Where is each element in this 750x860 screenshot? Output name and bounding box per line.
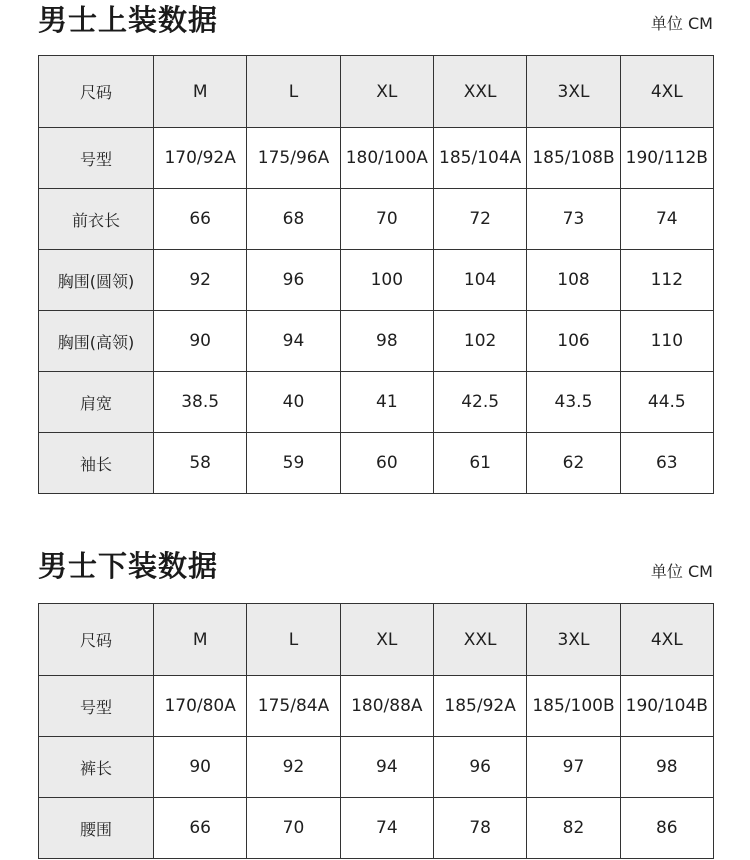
- table-cell: 96: [433, 737, 526, 798]
- table-cell: 66: [154, 189, 247, 250]
- table-cell: 180/88A: [340, 676, 433, 737]
- table-cell: 190/104B: [620, 676, 713, 737]
- table-cell: 170/80A: [154, 676, 247, 737]
- table-cell: 185/108B: [527, 128, 620, 189]
- row-label: 腰围: [39, 798, 154, 859]
- header-cell: 4XL: [620, 604, 713, 676]
- header-cell: 尺码: [39, 604, 154, 676]
- row-label: 号型: [39, 676, 154, 737]
- table-cell: 73: [527, 189, 620, 250]
- table-cell: 175/96A: [247, 128, 340, 189]
- table-row: [39, 737, 714, 798]
- header-cell: M: [154, 56, 247, 128]
- table-cell: 70: [247, 798, 340, 859]
- table-row: [39, 128, 714, 189]
- table-cell: 102: [433, 311, 526, 372]
- table-cell: 90: [154, 737, 247, 798]
- table-cell: 110: [620, 311, 713, 372]
- bottom-size-section: [38, 548, 713, 860]
- table-cell: 98: [620, 737, 713, 798]
- table-cell: 58: [154, 433, 247, 494]
- bottom-unit-label: 单位 CM: [650, 562, 713, 581]
- table-cell: 42.5: [433, 372, 526, 433]
- table-cell: 74: [620, 189, 713, 250]
- top-unit-label: 单位 CM: [650, 14, 713, 33]
- header-cell: 3XL: [527, 56, 620, 128]
- top-size-table: [38, 55, 714, 494]
- row-label: 胸围(高领): [39, 311, 154, 372]
- table-cell: 180/100A: [340, 128, 433, 189]
- table-cell: 94: [340, 737, 433, 798]
- table-cell: 92: [154, 250, 247, 311]
- table-cell: 108: [527, 250, 620, 311]
- bottom-section-title: 男士下装数据: [38, 549, 219, 583]
- table-cell: 185/104A: [433, 128, 526, 189]
- table-cell: 175/84A: [247, 676, 340, 737]
- table-cell: 112: [620, 250, 713, 311]
- row-label: 胸围(圆领): [39, 250, 154, 311]
- table-cell: 82: [527, 798, 620, 859]
- table-row: [39, 798, 714, 859]
- row-label: 号型: [39, 128, 154, 189]
- row-label: 肩宽: [39, 372, 154, 433]
- table-cell: 97: [527, 737, 620, 798]
- table-cell: 62: [527, 433, 620, 494]
- header-cell: XL: [340, 604, 433, 676]
- table-cell: 78: [433, 798, 526, 859]
- header-cell: XL: [340, 56, 433, 128]
- header-cell: L: [247, 56, 340, 128]
- table-cell: 44.5: [620, 372, 713, 433]
- top-section-title: 男士上装数据: [38, 3, 219, 37]
- table-cell: 92: [247, 737, 340, 798]
- bottom-size-table: [38, 603, 714, 859]
- table-cell: 98: [340, 311, 433, 372]
- table-row: [39, 372, 714, 433]
- table-cell: 72: [433, 189, 526, 250]
- table-cell: 96: [247, 250, 340, 311]
- table-header-row: [39, 604, 714, 676]
- table-cell: 86: [620, 798, 713, 859]
- table-cell: 41: [340, 372, 433, 433]
- table-cell: 61: [433, 433, 526, 494]
- table-cell: 170/92A: [154, 128, 247, 189]
- table-cell: 104: [433, 250, 526, 311]
- table-row: [39, 311, 714, 372]
- table-cell: 100: [340, 250, 433, 311]
- table-cell: 70: [340, 189, 433, 250]
- table-cell: 190/112B: [620, 128, 713, 189]
- row-label: 裤长: [39, 737, 154, 798]
- top-size-section: [38, 0, 713, 495]
- table-cell: 60: [340, 433, 433, 494]
- table-cell: 90: [154, 311, 247, 372]
- header-cell: XXL: [433, 604, 526, 676]
- table-cell: 40: [247, 372, 340, 433]
- table-row: [39, 676, 714, 737]
- header-cell: 尺码: [39, 56, 154, 128]
- table-cell: 74: [340, 798, 433, 859]
- table-cell: 68: [247, 189, 340, 250]
- table-cell: 43.5: [527, 372, 620, 433]
- header-cell: 4XL: [620, 56, 713, 128]
- header-cell: L: [247, 604, 340, 676]
- table-cell: 38.5: [154, 372, 247, 433]
- row-label: 袖长: [39, 433, 154, 494]
- table-row: [39, 433, 714, 494]
- table-header-row: [39, 56, 714, 128]
- table-cell: 185/92A: [433, 676, 526, 737]
- table-cell: 106: [527, 311, 620, 372]
- table-row: [39, 189, 714, 250]
- table-cell: 66: [154, 798, 247, 859]
- row-label: 前衣长: [39, 189, 154, 250]
- table-row: [39, 250, 714, 311]
- header-cell: 3XL: [527, 604, 620, 676]
- header-cell: XXL: [433, 56, 526, 128]
- table-cell: 59: [247, 433, 340, 494]
- header-cell: M: [154, 604, 247, 676]
- table-cell: 94: [247, 311, 340, 372]
- table-cell: 63: [620, 433, 713, 494]
- table-cell: 185/100B: [527, 676, 620, 737]
